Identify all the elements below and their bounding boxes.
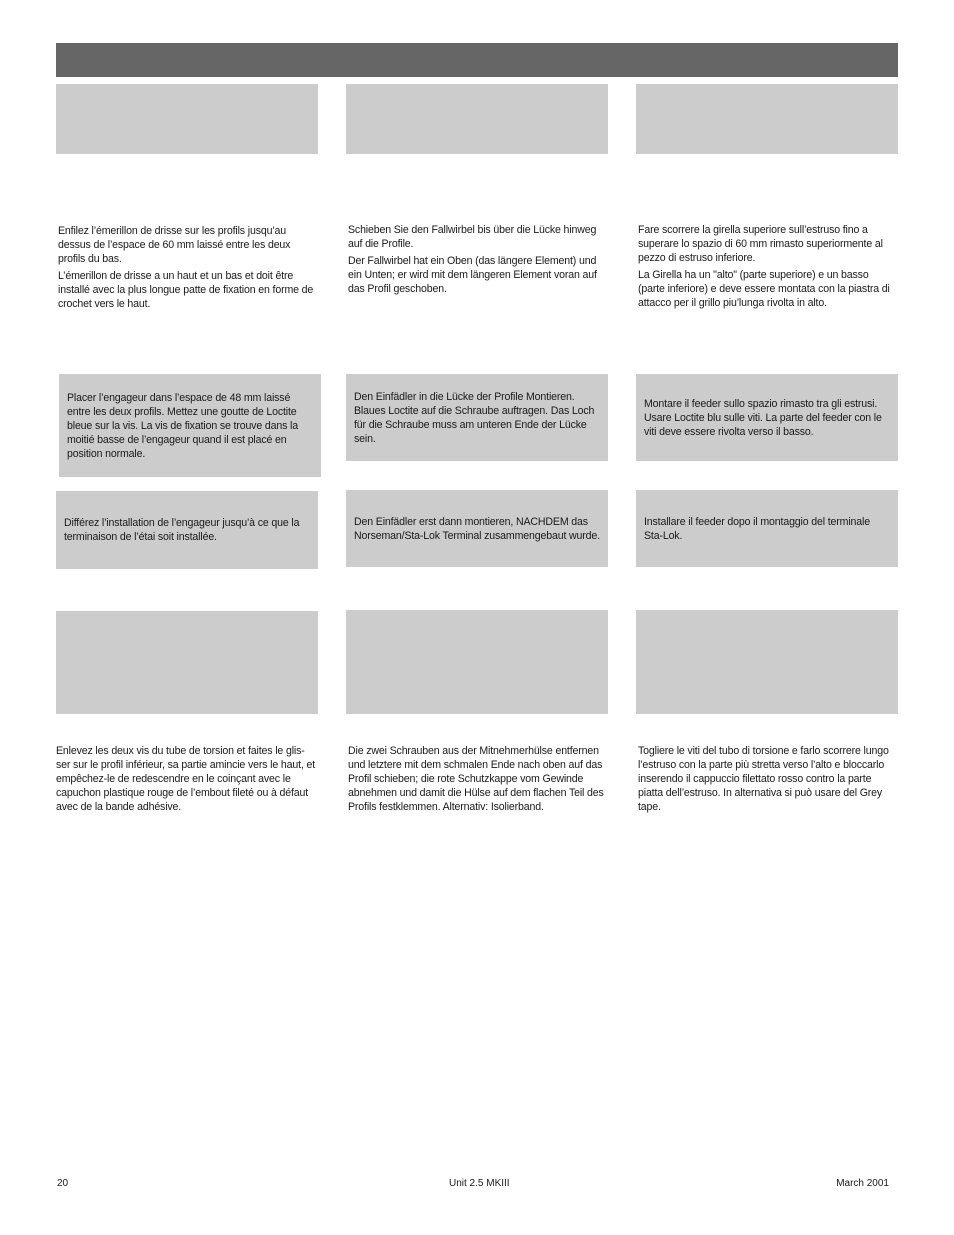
- image-placeholder-it-4: [636, 610, 898, 714]
- paragraph: Der Fallwirbel hat ein Oben (das längere Element) und ein Unten; er wird mit dem längeren Element voran auf das Profil geschoben.: [348, 255, 597, 295]
- paragraph: Schieben Sie den Fallwirbel bis über die Lücke hinweg auf die Profile.: [348, 224, 597, 250]
- image-placeholder-fr-1: [56, 84, 318, 154]
- document-date: March 2001: [836, 1178, 889, 1189]
- image-placeholder-fr-4: [56, 611, 318, 714]
- note-text: Installare il feeder dopo il montaggio del terminale Sta-Lok.: [644, 515, 870, 542]
- note-de-3: [346, 490, 608, 567]
- document-title: Unit 2.5 MKIII: [449, 1178, 510, 1189]
- text-it-1: [638, 223, 890, 313]
- note-text: Montare il feeder sullo spazio rimasto tra gli estrusi. Usare Loctite blu sulle viti. La parte del feeder con le viti deve essere rivolta verso il basso.: [644, 397, 882, 438]
- image-placeholder-it-1: [636, 84, 898, 154]
- text-it-4: [638, 744, 890, 817]
- paragraph: Enfilez l’émerillon de drisse sur les profils jusqu’au dessus de l’espace de 60 mm laissé entre les deux profils du bas.: [58, 225, 291, 265]
- header-bar: [56, 43, 898, 77]
- note-it-3: [636, 490, 898, 567]
- image-placeholder-de-4: [346, 610, 608, 714]
- text-de-1: [348, 223, 604, 299]
- note-fr-3: [56, 491, 318, 569]
- image-placeholder-de-1: [346, 84, 608, 154]
- paragraph: L’émerillon de drisse a un haut et un bas et doit être installé avec la plus longue patte de fixation en forme de crochet vers le haut.: [58, 270, 314, 310]
- paragraph: Enlevez les deux vis du tube de torsion et faites le glis-ser sur le profil inférieur, sa partie amincie vers le haut, et empêchez-le de redescendre en le coinçant avec le capuchon plastique rouge de l’embout fileté ou à défaut avec de la bande adhésive.: [56, 745, 316, 813]
- paragraph: Die zwei Schrauben aus der Mitnehmerhülse entfernen und letztere mit dem schmalen Ende nach oben auf das Profil schieben; die rote Schutzkappe vom Gewinde abnehmen und damit die Hülse auf dem flachen Teil des Profils festklemmen. Alternativ: Isolierband.: [348, 745, 604, 813]
- note-text: Den Einfädler in die Lücke der Profile Montieren. Blaues Loctite auf die Schraube auftragen. Das Loch für die Schraube muss am unteren Ende der Lücke sein.: [354, 390, 595, 445]
- note-text: Différez l’installation de l’engageur jusqu’à ce que la terminaison de l’étai soit installée.: [64, 517, 300, 543]
- note-fr-2: [59, 374, 321, 477]
- note-text: Placer l’engageur dans l’espace de 48 mm laissé entre les deux profils. Mettez une goutte de Loctite bleue sur la vis. La vis de fixation se trouve dans la moitié basse de l’engageur quand il est placé en position normale.: [67, 391, 298, 460]
- page-number: 20: [57, 1178, 69, 1189]
- text-fr-4: [56, 744, 318, 817]
- text-de-4: [348, 744, 606, 817]
- text-fr-1: [58, 224, 316, 314]
- note-de-2: [346, 374, 608, 461]
- paragraph: La Girella ha un "alto" (parte superiore) e un basso (parte inferiore) e deve essere montata con la piastra di attacco per il grillo piu’lunga rivolta in alto.: [638, 269, 890, 309]
- note-it-2: [636, 374, 898, 461]
- paragraph: Fare scorrere la girella superiore sull’estruso fino a superare lo spazio di 60 mm rimasto superiormente al pezzo di estruso inferiore.: [638, 224, 883, 264]
- note-text: Den Einfädler erst dann montieren, NACHDEM das Norseman/Sta-Lok Terminal zusammengebaut wurde.: [354, 515, 600, 542]
- paragraph: Togliere le viti del tubo di torsione e farlo scorrere lungo l’estruso con la parte più stretta verso l’alto e bloccarlo inserendo il cappuccio filettato rosso contro la parte piatta dell’estruso. In alternativa si può usare del Grey tape.: [638, 745, 889, 813]
